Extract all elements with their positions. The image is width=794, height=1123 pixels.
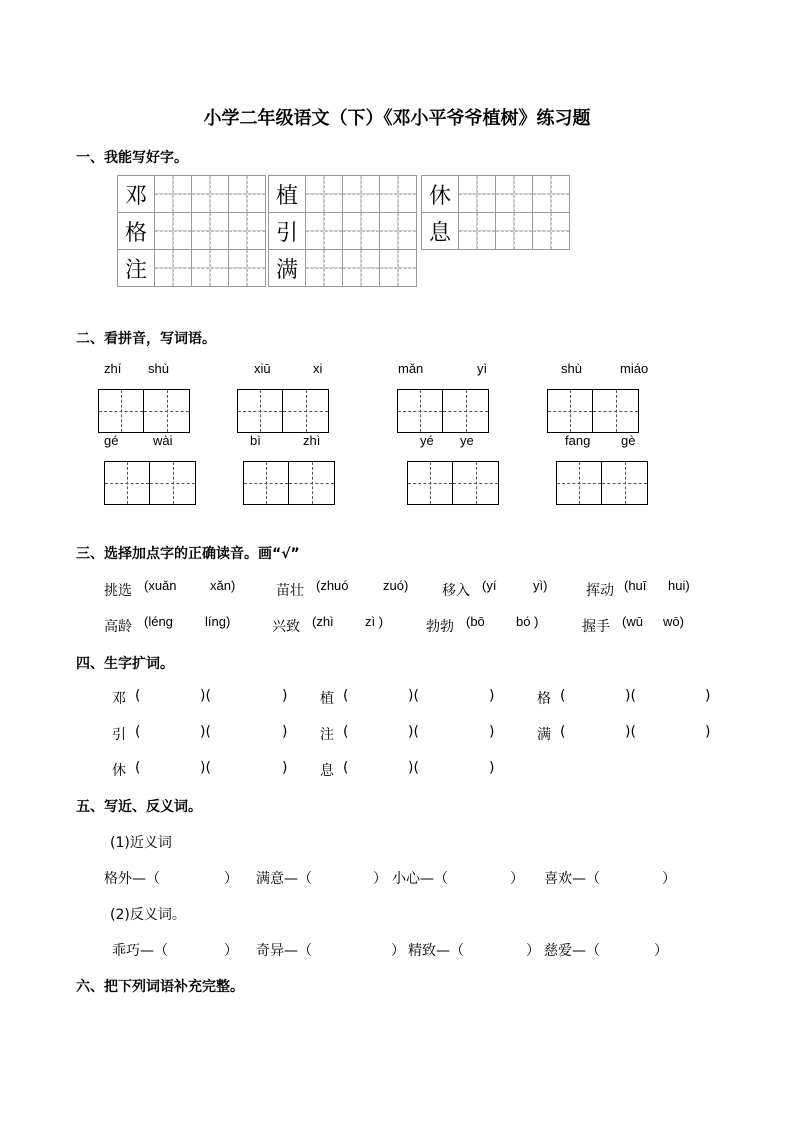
section-5-heading: 五、写近、反义词。 — [76, 799, 202, 815]
pinyin-label: yì — [477, 361, 488, 376]
synonym-item: 满意—（ — [256, 871, 312, 887]
pinyin-label: xiū — [254, 361, 271, 376]
pinyin-label: zhí — [104, 361, 122, 376]
grid-cell[interactable] — [343, 213, 380, 250]
reading-option[interactable]: (huī — [624, 578, 647, 593]
grid-cell[interactable] — [229, 250, 266, 287]
reading-option[interactable]: xǎn) — [210, 578, 236, 593]
reading-word: 挥动 — [586, 583, 614, 599]
pinyin-label: zhì — [303, 433, 321, 448]
grid-char: 引 — [269, 213, 306, 250]
pinyin-label: ye — [460, 433, 474, 448]
pinyin-label: fang — [565, 433, 591, 448]
expand-char: 植 — [320, 691, 334, 707]
reading-option[interactable]: (zhuó — [316, 578, 349, 593]
synonym-item: 小心—（ — [392, 871, 448, 887]
pinyin-answer-box[interactable] — [407, 461, 499, 505]
reading-option[interactable]: zuó) — [383, 578, 409, 593]
grid-cell[interactable] — [192, 176, 229, 213]
writing-grid-3 — [421, 175, 570, 250]
grid-cell[interactable] — [533, 213, 570, 250]
pinyin-label: bì — [250, 433, 261, 448]
grid-cell[interactable] — [229, 176, 266, 213]
antonym-item: 奇异—（ — [256, 943, 312, 959]
grid-cell[interactable] — [192, 250, 229, 287]
reading-option[interactable]: (yí — [482, 578, 497, 593]
section-6-heading: 六、把下列词语补充完整。 — [76, 979, 244, 995]
writing-grid-1 — [117, 175, 266, 287]
pinyin-label: miáo — [620, 361, 649, 376]
page-title: 小学二年级语文（下）《邓小平爷爷植树》练习题 — [203, 108, 591, 129]
grid-char: 休 — [422, 176, 459, 213]
writing-grid-2 — [268, 175, 417, 287]
expand-char: 注 — [320, 727, 334, 743]
grid-cell[interactable] — [192, 213, 229, 250]
grid-cell[interactable] — [459, 176, 496, 213]
expand-char: 满 — [537, 727, 551, 743]
synonyms-subheading: (1)近义词 — [110, 835, 172, 851]
reading-option[interactable]: zì ) — [365, 614, 384, 629]
synonym-item: 喜欢—（ — [544, 871, 600, 887]
reading-option[interactable]: líng) — [205, 614, 231, 629]
grid-char: 格 — [118, 213, 155, 250]
pinyin-label: xi — [313, 361, 323, 376]
expand-char: 格 — [537, 691, 551, 707]
reading-word: 兴致 — [272, 619, 300, 635]
expand-char: 休 — [112, 763, 126, 779]
pinyin-answer-box[interactable] — [104, 461, 196, 505]
grid-cell[interactable] — [533, 176, 570, 213]
antonym-item: 乖巧—（ — [112, 943, 168, 959]
pinyin-answer-box[interactable] — [237, 389, 329, 433]
grid-cell[interactable] — [155, 213, 192, 250]
reading-word: 高龄 — [104, 619, 132, 635]
reading-word: 握手 — [582, 619, 610, 635]
grid-cell[interactable] — [343, 250, 380, 287]
reading-word: 移入 — [442, 583, 470, 599]
pinyin-label: gè — [621, 433, 636, 448]
grid-cell[interactable] — [229, 213, 266, 250]
pinyin-label: wài — [153, 433, 173, 448]
pinyin-label: mǎn — [398, 361, 424, 376]
grid-char: 注 — [118, 250, 155, 287]
reading-option[interactable]: (xuǎn — [144, 578, 177, 593]
grid-char: 邓 — [118, 176, 155, 213]
antonym-item: 精致—（ — [408, 943, 464, 959]
expand-char: 引 — [112, 727, 126, 743]
pinyin-answer-box[interactable] — [556, 461, 648, 505]
grid-cell[interactable] — [343, 176, 380, 213]
grid-cell[interactable] — [496, 176, 533, 213]
reading-word: 苗壮 — [276, 583, 304, 599]
grid-cell[interactable] — [380, 213, 417, 250]
reading-word: 挑选 — [104, 583, 132, 599]
reading-option[interactable]: (bō — [466, 614, 485, 629]
reading-option[interactable]: (léng — [144, 614, 173, 629]
antonym-item: 慈爱—（ — [544, 943, 600, 959]
pinyin-label: shù — [148, 361, 169, 376]
grid-cell[interactable] — [496, 213, 533, 250]
grid-char: 满 — [269, 250, 306, 287]
pinyin-answer-box[interactable] — [547, 389, 639, 433]
grid-cell[interactable] — [380, 250, 417, 287]
reading-option[interactable]: (zhì — [312, 614, 334, 629]
section-4-heading: 四、生字扩词。 — [76, 656, 174, 672]
grid-cell[interactable] — [380, 176, 417, 213]
pinyin-label: gé — [104, 433, 119, 448]
pinyin-label: yé — [420, 433, 434, 448]
grid-cell[interactable] — [306, 213, 343, 250]
reading-option[interactable]: hui) — [668, 578, 690, 593]
reading-option[interactable]: (wū — [622, 614, 643, 629]
expand-char: 息 — [320, 763, 334, 779]
grid-cell[interactable] — [306, 176, 343, 213]
pinyin-label: shù — [561, 361, 582, 376]
section-2-heading: 二、看拼音，写词语。 — [76, 331, 216, 347]
pinyin-answer-box[interactable] — [243, 461, 335, 505]
reading-word: 勃勃 — [426, 619, 454, 635]
section-3-heading: 三、选择加点字的正确读音。画“√” — [76, 546, 300, 562]
reading-option[interactable]: wō) — [663, 614, 684, 629]
grid-cell[interactable] — [155, 176, 192, 213]
section-1-heading: 一、我能写好字。 — [76, 150, 188, 166]
antonyms-subheading: (2)反义词。 — [110, 907, 186, 923]
expand-char: 邓 — [112, 691, 126, 707]
reading-option[interactable]: bó ) — [516, 614, 539, 629]
grid-cell[interactable] — [306, 250, 343, 287]
grid-cell[interactable] — [155, 250, 192, 287]
pinyin-answer-box[interactable] — [98, 389, 190, 433]
grid-cell[interactable] — [459, 213, 496, 250]
reading-option[interactable]: yì) — [533, 578, 548, 593]
synonym-item: 格外—（ — [104, 871, 160, 887]
grid-char: 息 — [422, 213, 459, 250]
pinyin-answer-box[interactable] — [397, 389, 489, 433]
grid-char: 植 — [269, 176, 306, 213]
